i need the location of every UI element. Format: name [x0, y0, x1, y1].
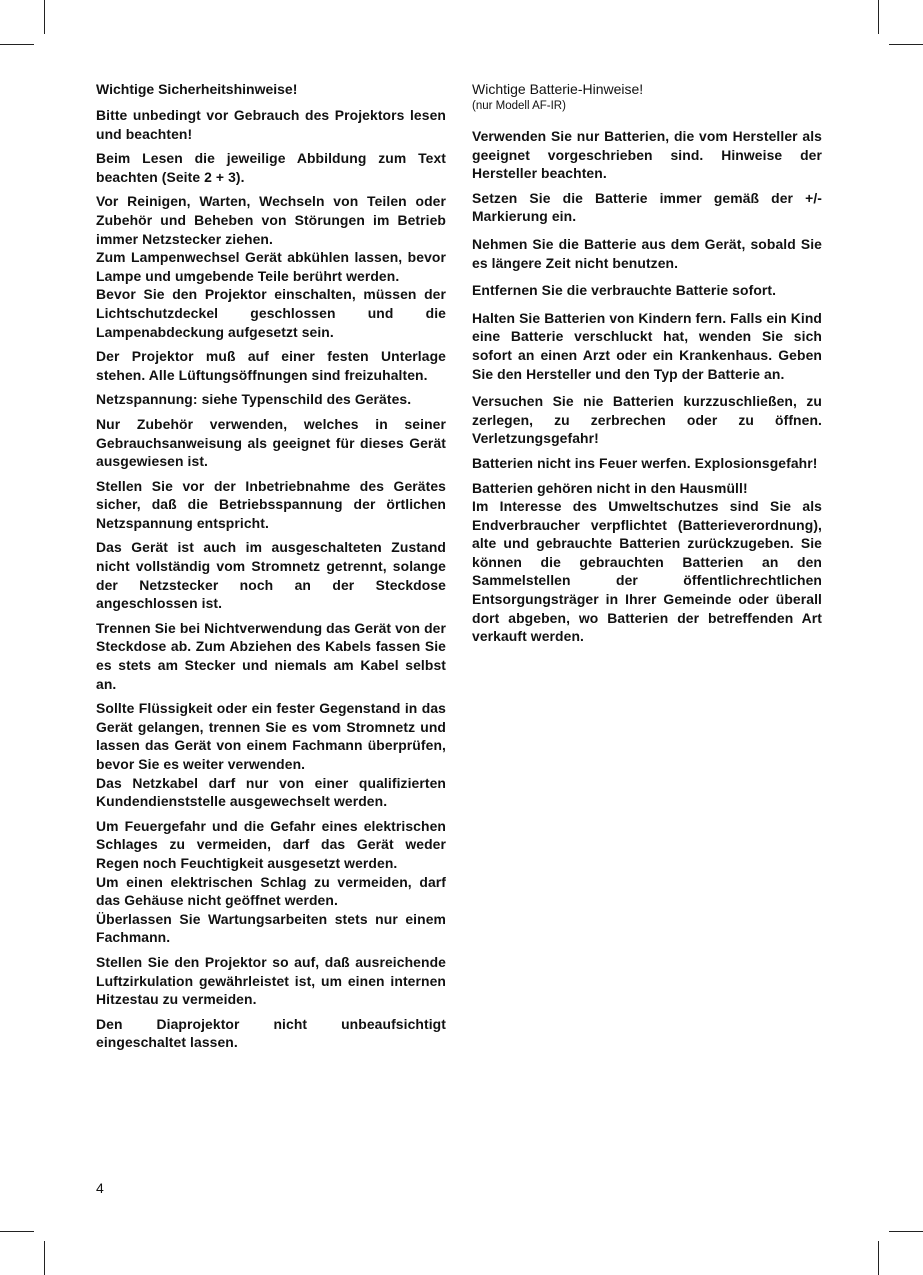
safety-paragraph: Um Feuergefahr und die Gefahr eines elektrischen Schlages zu vermeiden, darf das Gerät weder Regen noch Feuchtigkeit ausgesetzt werden. [96, 817, 446, 871]
safety-paragraph: Vor Reinigen, Warten, Wechseln von Teilen oder Zubehör und Beheben von Störungen im Betrieb immer Netzstecker ziehen. [96, 193, 446, 247]
crop-mark [889, 1231, 923, 1232]
safety-paragraph: Das Netzkabel darf nur von einer qualifizierten Kundendienststelle ausgewechselt werden. [96, 774, 446, 810]
crop-mark [878, 0, 879, 34]
crop-mark [0, 1231, 34, 1232]
safety-paragraph: Bitte unbedingt vor Gebrauch des Projektors lesen und beachten! [96, 107, 446, 142]
safety-paragraph: Der Projektor muß auf einer festen Unterlage stehen. Alle Lüftungsöffnungen sind freizuhalten. [96, 348, 446, 383]
safety-paragraph: Beim Lesen die jeweilige Abbildung zum Text beachten (Seite 2 + 3). [96, 150, 446, 185]
safety-paragraph: Um einen elektrischen Schlag zu vermeiden, darf das Gehäuse nicht geöffnet werden. [96, 873, 446, 909]
safety-paragraph: Überlassen Sie Wartungsarbeiten stets nur einem Fachmann. [96, 910, 446, 946]
battery-paragraph: Batterien gehören nicht in den Hausmüll! [472, 479, 748, 496]
safety-paragraph: Das Gerät ist auch im ausgeschalteten Zustand nicht vollständig vom Stromnetz getrennt, solange der Netzstecker noch an der Steckdose angeschlossen ist. [96, 539, 446, 612]
crop-mark [889, 44, 923, 45]
crop-mark [44, 0, 45, 34]
battery-instructions-column [472, 80, 822, 652]
safety-paragraph: Nur Zubehör verwenden, welches in seiner Gebrauchsanweisung als geeignet für dieses Gerät ausgewiesen ist. [96, 415, 446, 470]
battery-paragraph: Versuchen Sie nie Batterien kurzzuschließen, zu zerlegen, zu zerbrechen oder zu öffnen. Verletzungsgefahr! [472, 393, 822, 447]
safety-paragraph: Sollte Flüssigkeit oder ein fester Gegenstand in das Gerät gelangen, trennen Sie es vom Stromnetz und lassen das Gerät von einem Fachmann überprüfen, bevor Sie es weiter verwenden. [96, 700, 446, 772]
crop-mark [44, 1241, 45, 1275]
safety-paragraph: Bevor Sie den Projektor einschalten, müssen der Lichtschutzdeckel geschlossen und die Lampenabdeckung aufgesetzt sein. [96, 286, 446, 340]
page-number: 4 [96, 1180, 104, 1196]
battery-paragraph: Halten Sie Batterien von Kindern fern. Falls ein Kind eine Batterie verschluckt hat, wenden Sie sich sofort an einen Arzt oder ein Krankenhaus. Geben Sie den Hersteller und den Typ der Batterie an. [472, 309, 822, 382]
safety-paragraph: Netzspannung: siehe Typenschild des Gerätes. [96, 391, 412, 408]
battery-paragraph: Batterien nicht ins Feuer werfen. Explosionsgefahr! [472, 454, 818, 471]
safety-instructions-column [96, 80, 446, 1058]
safety-paragraph: Stellen Sie vor der Inbetriebnahme des Gerätes sicher, daß die Betriebsspannung der örtlichen Netzspannung entspricht. [96, 477, 446, 531]
battery-paragraph: Entfernen Sie die verbrauchte Batterie sofort. [472, 282, 777, 299]
battery-paragraph: Nehmen Sie die Batterie aus dem Gerät, sobald Sie es längere Zeit nicht benutzen. [472, 235, 822, 271]
safety-paragraph: Trennen Sie bei Nichtverwendung das Gerät von der Steckdose ab. Zum Abziehen des Kabels fassen Sie es stets am Stecker und niemals am Kabel selbst an. [96, 619, 446, 692]
crop-mark [878, 1241, 879, 1275]
battery-paragraph: Im Interesse des Umweltschutzes sind Sie als Endverbraucher verpflichtet (Batterieverordnung), alte und gebrauchte Batterien zurückzugeben. Sie können die gebrauchten Batterien an den Sammelstellen der öffentlichrechtlichen Entsorgungsträger in Ihrer Gemeinde oder überall dort abgeben, wo Batterien der betreffenden Art verkauft werden. [472, 498, 822, 645]
battery-subheading: (nur Modell AF-IR) [472, 100, 566, 112]
safety-paragraph: Zum Lampenwechsel Gerät abkühlen lassen, bevor Lampe und umgebende Teile berührt werden. [96, 249, 446, 284]
battery-paragraph: Verwenden Sie nur Batterien, die vom Hersteller als geeignet vorgeschrieben sind. Hinweise der Hersteller beachten. [472, 128, 822, 182]
safety-paragraph: Den Diaprojektor nicht unbeaufsichtigt eingeschaltet lassen. [96, 1015, 446, 1051]
safety-heading: Wichtige Sicherheitshinweise! [96, 81, 298, 97]
battery-paragraph: Setzen Sie die Batterie immer gemäß der +/- Markierung ein. [472, 189, 822, 225]
crop-mark [0, 44, 34, 45]
battery-heading: Wichtige Batterie-Hinweise! [472, 81, 644, 97]
safety-paragraph: Stellen Sie den Projektor so auf, daß ausreichende Luftzirkulation gewährleistet ist, um einen internen Hitzestau zu vermeiden. [96, 953, 446, 1008]
